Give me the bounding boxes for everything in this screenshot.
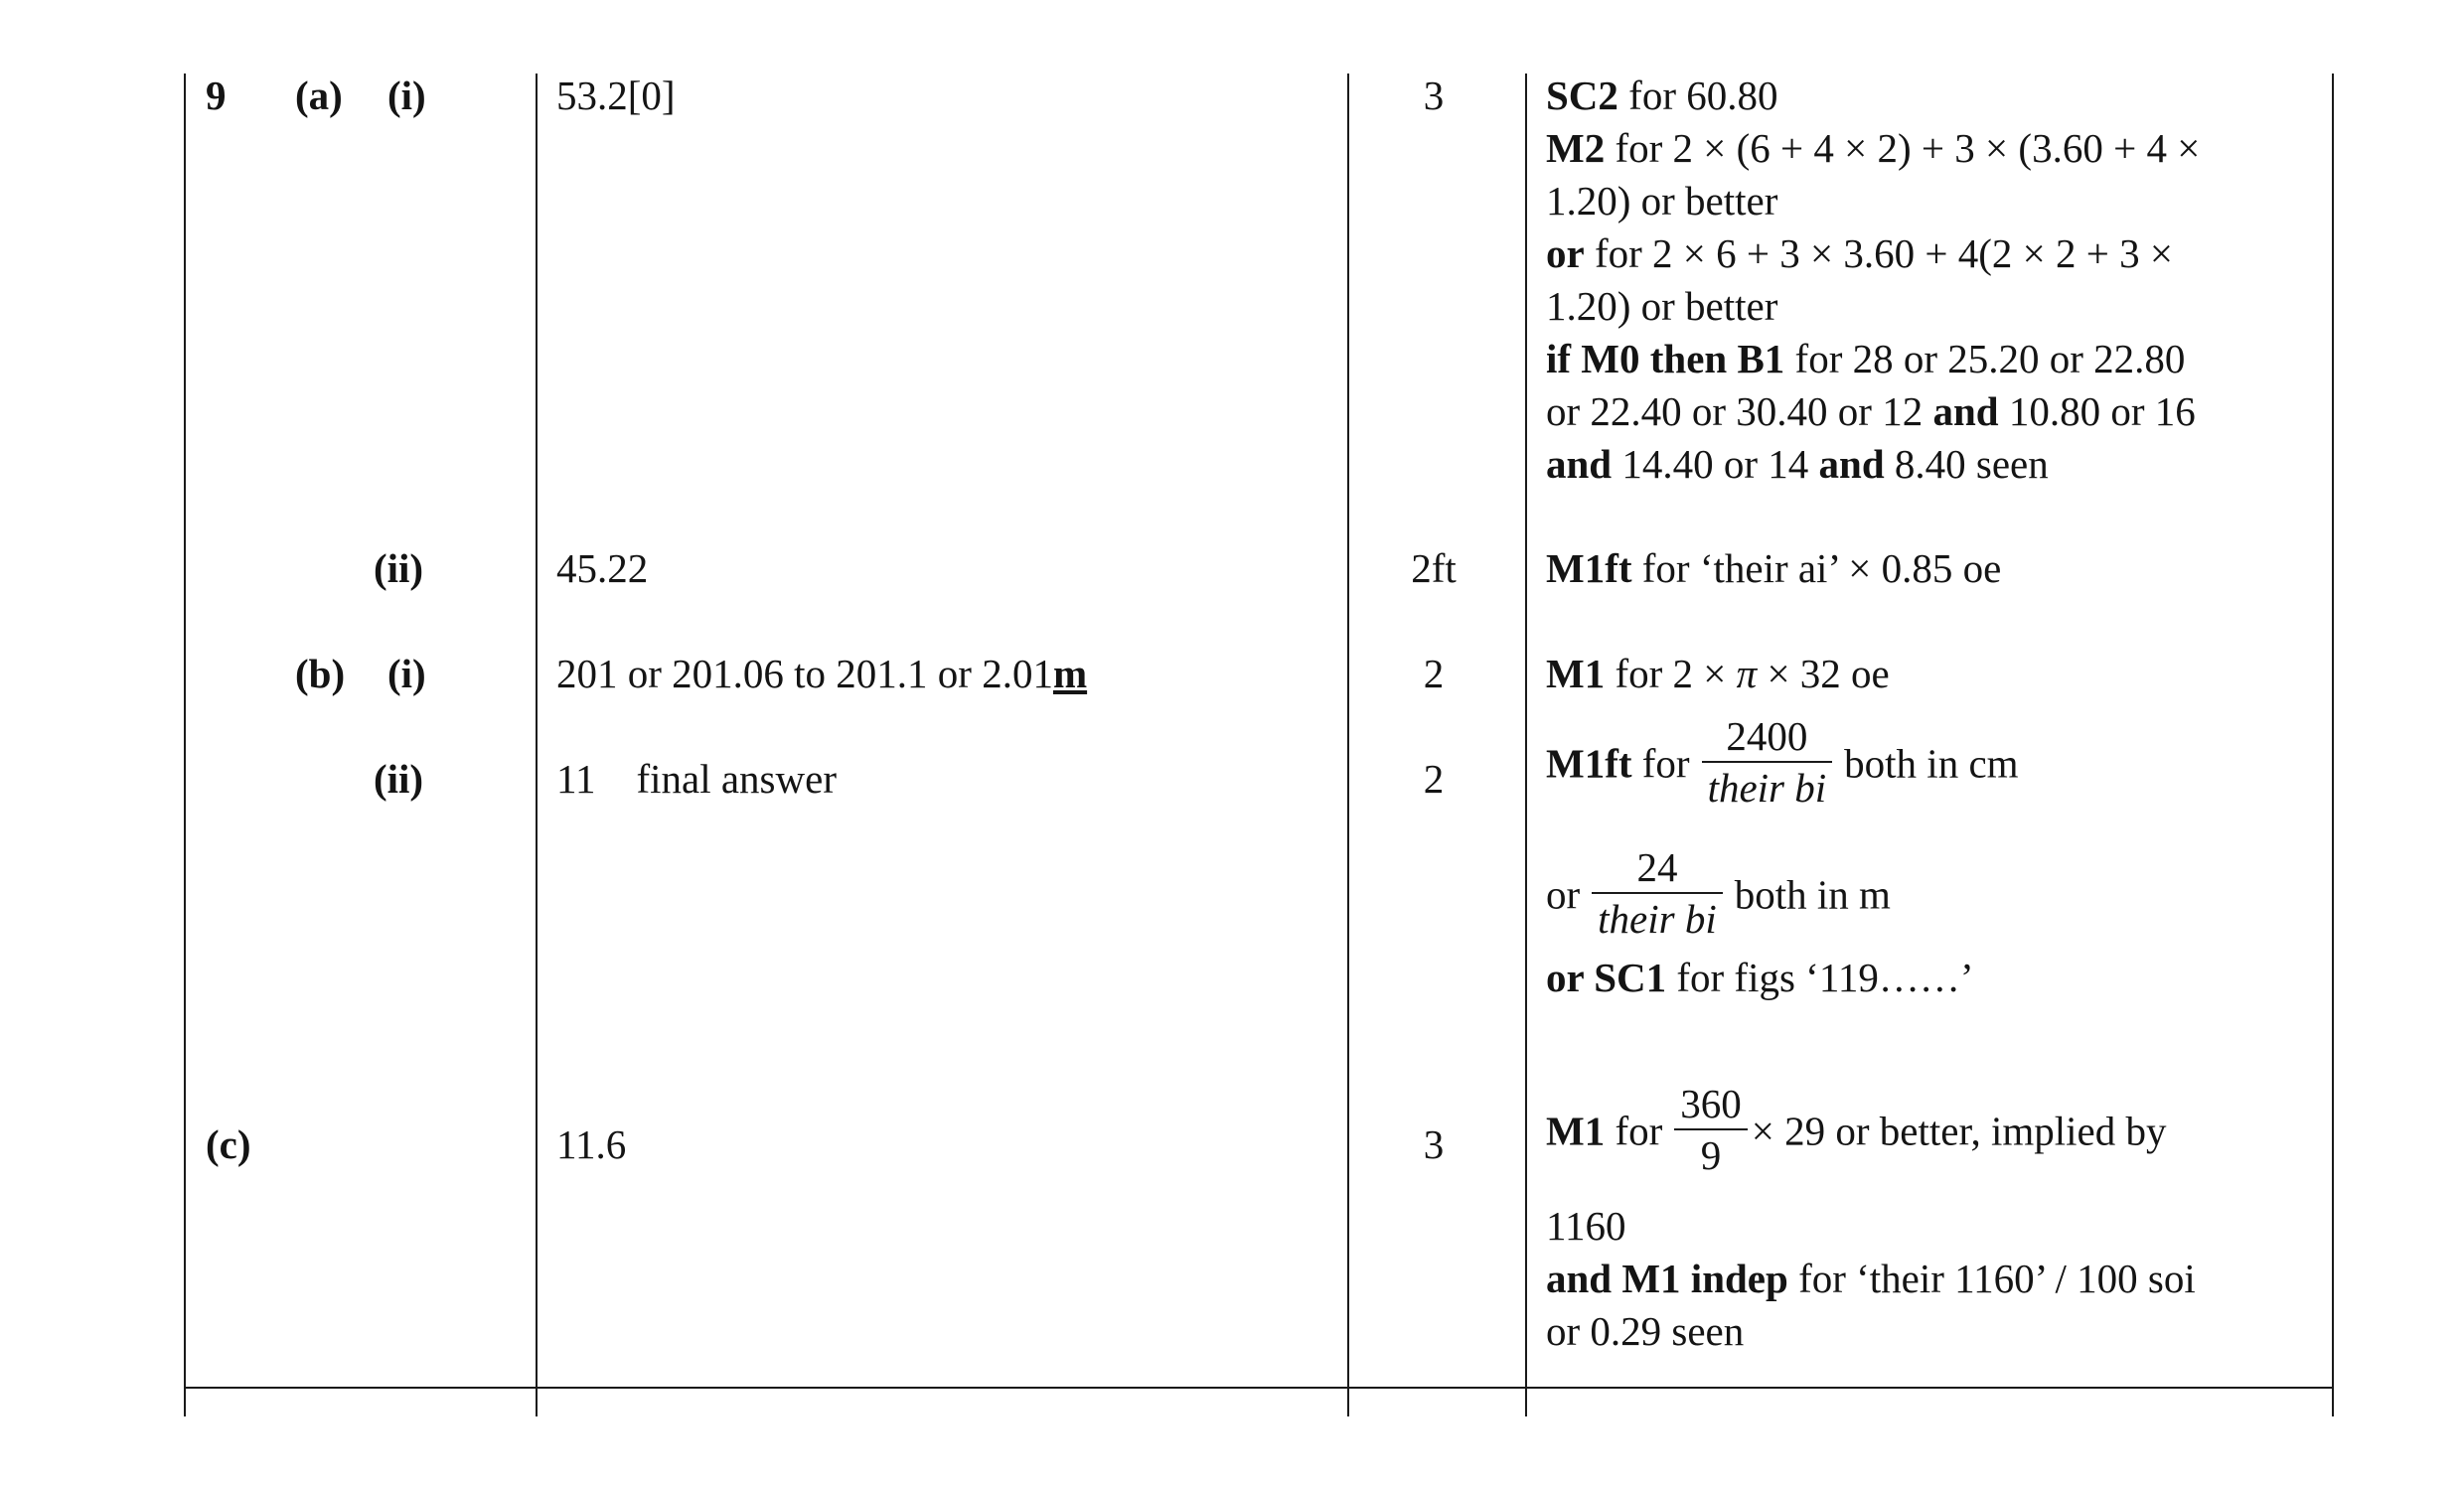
guidance-text: both in cm bbox=[1844, 740, 2019, 787]
question-part: (c) bbox=[206, 1121, 251, 1167]
answer-cell: 11 final answer bbox=[556, 756, 837, 802]
guidance-bold: M2 bbox=[1546, 125, 1606, 171]
guidance-bold: and bbox=[1818, 441, 1885, 487]
guidance-text: 14.40 or 14 bbox=[1612, 441, 1819, 487]
guidance-text: for 28 or 25.20 or 22.80 bbox=[1784, 336, 2186, 381]
table-divider-question bbox=[536, 74, 538, 1416]
guidance-text: or 22.40 or 30.40 or 12 bbox=[1546, 388, 1933, 434]
guidance-text: for 2 × 6 + 3 × 3.60 + 4(2 × 2 + 3 × bbox=[1584, 230, 2174, 276]
guidance-text: 10.80 or 16 bbox=[1998, 388, 2196, 434]
marks-cell: 2ft bbox=[1411, 545, 1457, 591]
guidance-text: for bbox=[1605, 1108, 1663, 1154]
guidance-bold: M1 bbox=[1546, 1108, 1606, 1154]
question-subpart: (i) bbox=[387, 651, 426, 696]
guidance-text: for ‘their 1160’ / 100 soi bbox=[1787, 1256, 2196, 1301]
table-bottom-rule bbox=[184, 1387, 2334, 1389]
fraction-numerator: 2400 bbox=[1702, 711, 1833, 763]
guidance-bold: M1 bbox=[1546, 651, 1606, 696]
guidance-cell bbox=[1546, 648, 2321, 700]
guidance-text: or 0.29 seen bbox=[1546, 1308, 1745, 1354]
marks-cell: 3 bbox=[1423, 73, 1445, 118]
table-border-left bbox=[184, 74, 186, 1416]
fraction-denominator: 9 bbox=[1700, 1132, 1722, 1178]
question-part: (a) bbox=[295, 73, 343, 118]
guidance-text: × 32 oe bbox=[1757, 651, 1890, 696]
guidance-text: × 29 or better, implied by bbox=[1751, 1108, 2167, 1154]
guidance-text: both in m bbox=[1734, 871, 1891, 918]
guidance-bold: SC2 bbox=[1546, 73, 1618, 118]
fraction bbox=[1702, 711, 1833, 813]
fraction bbox=[1674, 1079, 1748, 1180]
guidance-text: 1.20) or better bbox=[1546, 178, 1778, 223]
question-subpart: (i) bbox=[387, 73, 426, 118]
guidance-bold: if M0 then B1 bbox=[1546, 336, 1785, 381]
fraction-denominator: their bi bbox=[1707, 765, 1827, 811]
guidance-bold: M1ft bbox=[1546, 740, 1632, 787]
guidance-bold: and bbox=[1932, 388, 1999, 434]
answer-cell: 45.22 bbox=[556, 545, 649, 591]
guidance-text: for figs ‘119……’ bbox=[1666, 955, 1974, 1000]
guidance-text: for 60.80 bbox=[1617, 73, 1778, 118]
guidance-cell bbox=[1546, 713, 2321, 1004]
guidance-text: for ‘their ai’ × 0.85 oe bbox=[1631, 545, 2002, 591]
fraction bbox=[1592, 842, 1723, 944]
question-part: (b) bbox=[295, 651, 346, 696]
fraction-numerator: 24 bbox=[1592, 842, 1723, 894]
answer-unit: m bbox=[1052, 651, 1088, 696]
answer-cell bbox=[556, 648, 1087, 700]
pi-symbol: π bbox=[1736, 651, 1758, 696]
answer-text: 201 or 201.06 to 201.1 or 2.01 bbox=[556, 651, 1053, 696]
guidance-bold: M1ft bbox=[1546, 545, 1632, 591]
marks-cell: 2 bbox=[1423, 756, 1445, 802]
guidance-text: for 2 × bbox=[1605, 651, 1737, 696]
guidance-text: for 2 × (6 + 4 × 2) + 3 × (3.60 + 4 × bbox=[1605, 125, 2201, 171]
fraction-numerator: 360 bbox=[1674, 1079, 1748, 1130]
question-number: 9 bbox=[206, 73, 227, 118]
marks-cell: 3 bbox=[1423, 1121, 1445, 1167]
guidance-cell bbox=[1546, 70, 2321, 491]
answer-cell: 11.6 bbox=[556, 1121, 627, 1167]
guidance-text: 8.40 seen bbox=[1884, 441, 2049, 487]
guidance-bold: or bbox=[1546, 230, 1585, 276]
guidance-bold: and bbox=[1546, 441, 1613, 487]
guidance-cell bbox=[1546, 1081, 2321, 1358]
guidance-bold: or SC1 bbox=[1546, 955, 1667, 1000]
guidance-text: 1.20) or better bbox=[1546, 283, 1778, 329]
marks-cell: 2 bbox=[1423, 651, 1445, 696]
guidance-text: 1160 bbox=[1546, 1203, 1626, 1249]
guidance-cell bbox=[1546, 542, 2321, 595]
question-subpart: (ii) bbox=[374, 756, 424, 802]
guidance-bold: and M1 indep bbox=[1546, 1256, 1788, 1301]
fraction-denominator: their bi bbox=[1598, 896, 1717, 942]
answer-cell: 53.2[0] bbox=[556, 73, 676, 118]
table-divider-marks bbox=[1525, 74, 1527, 1416]
question-subpart: (ii) bbox=[374, 545, 424, 591]
table-border-right bbox=[2332, 74, 2334, 1416]
table-divider-answer bbox=[1347, 74, 1349, 1416]
guidance-text: for bbox=[1631, 740, 1690, 787]
guidance-text: or bbox=[1546, 871, 1581, 918]
